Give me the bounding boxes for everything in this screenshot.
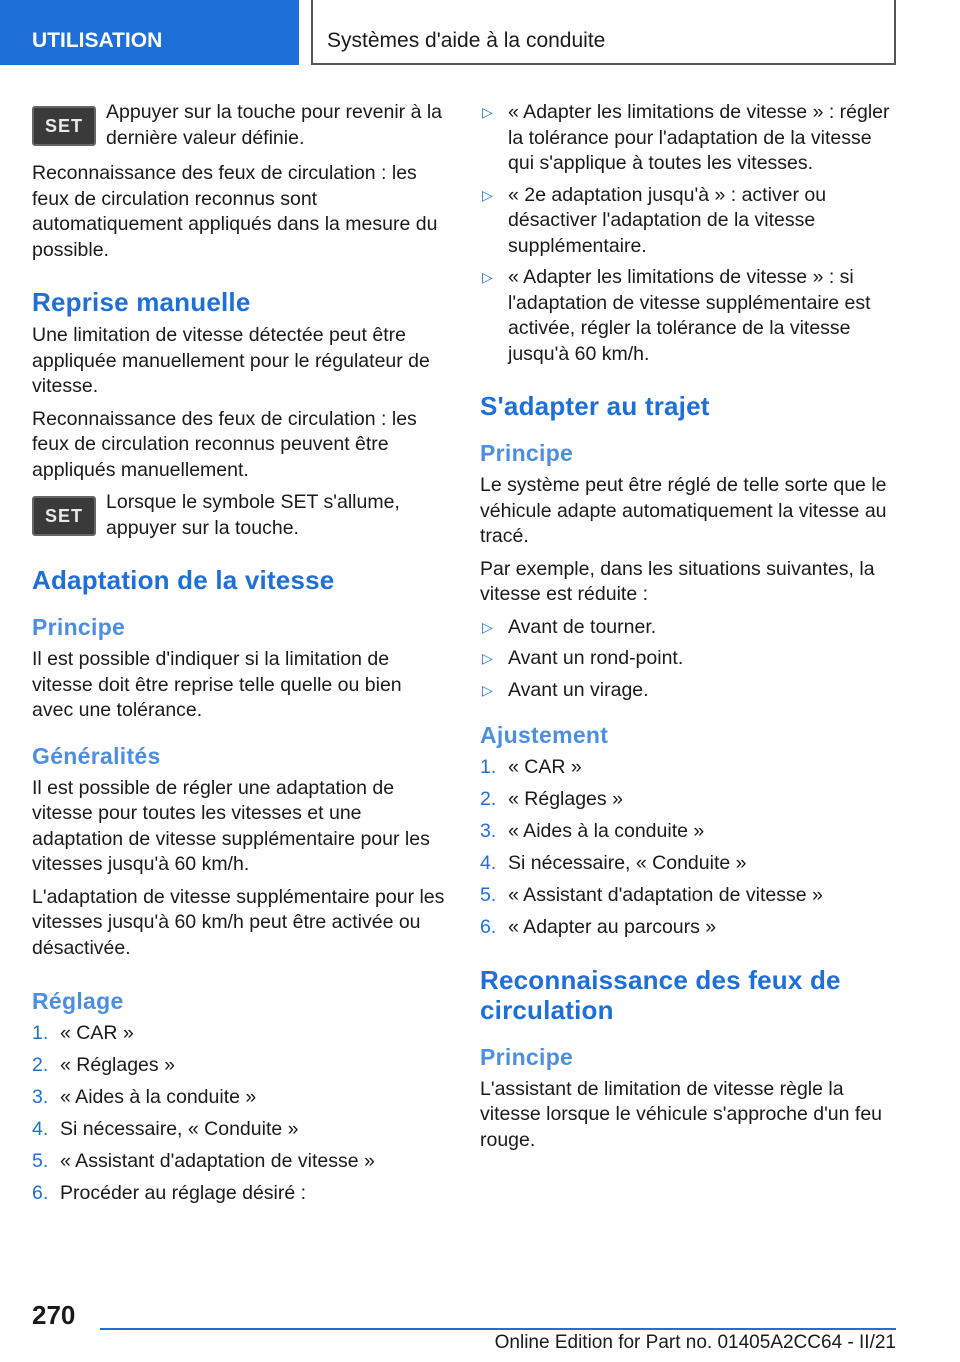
left-column: [32, 100, 447, 1213]
list-item: ▷ Avant un virage.: [480, 678, 898, 704]
subheading-ajustement: Ajustement: [480, 722, 609, 748]
chapter-title: Systèmes d'aide à la conduite: [311, 0, 896, 65]
paragraph: Une limitation de vitesse détectée peut être appliquée manuellement pour le régulateur de vitesse.: [32, 324, 430, 397]
triangle-bullet-icon: ▷: [482, 681, 493, 698]
set-instruction-text: Lorsque le symbole SET s'allume, appuyer sur la touche.: [106, 491, 400, 539]
list-item: 6. « Adapter au parcours »: [480, 916, 717, 938]
list-item: 4. Si nécessaire, « Conduite »: [480, 852, 747, 874]
paragraph: Reconnaissance des feux de circulation : les feux de circulation reconnus sont automatiquement appliqués dans la mesure du possible.: [32, 162, 438, 261]
list-item: ▷ Avant un rond-point.: [480, 646, 898, 672]
heading-adapter-trajet: S'adapter au trajet: [480, 391, 710, 421]
heading-reconnaissance-feux: Reconnaissance des feux de circulation: [480, 964, 841, 1025]
paragraph: L'adaptation de vitesse supplémentaire pour les vitesses jusqu'à 60 km/h peut être activée ou désactivée.: [32, 885, 445, 959]
situations-list: [480, 615, 898, 704]
right-column: [480, 100, 898, 1160]
list-item: 2. « Réglages »: [480, 788, 623, 810]
subheading-principe: Principe: [32, 614, 126, 640]
set-button-icon: SET: [32, 106, 96, 146]
heading-adaptation-vitesse: Adaptation de la vitesse: [32, 565, 335, 595]
steps-ajustement: [480, 755, 898, 941]
footer-divider: [100, 1328, 896, 1330]
list-item: ▷ « 2e adaptation jusqu'à » : activer ou désactiver l'adaptation de la vitesse supplémentaire.: [480, 183, 898, 260]
paragraph: Par exemple, dans les situations suivantes, la vitesse est réduite :: [480, 557, 875, 605]
steps-reglage: [32, 1021, 447, 1207]
subheading-generalites: Généralités: [32, 742, 161, 769]
set-instruction-text: Appuyer sur la touche pour revenir à la dernière valeur définie.: [106, 101, 443, 149]
set-button-icon: SET: [32, 496, 96, 536]
paragraph: L'assistant de limitation de vitesse règle la vitesse lorsque le véhicule s'approche d'un feu rouge.: [480, 1077, 883, 1151]
paragraph: Il est possible d'indiquer si la limitation de vitesse doit être reprise telle quelle ou bien avec une tolérance.: [32, 648, 402, 721]
list-item: 2. « Réglages »: [32, 1054, 175, 1076]
section-tab: UTILISATION: [0, 0, 299, 65]
triangle-bullet-icon: ▷: [482, 186, 493, 203]
subheading-reglage: Réglage: [32, 988, 124, 1014]
subheading-principe: Principe: [480, 1043, 574, 1070]
triangle-bullet-icon: ▷: [482, 650, 493, 666]
list-item: 6. Procéder au réglage désiré :: [32, 1182, 307, 1204]
heading-reprise-manuelle: Reprise manuelle: [32, 287, 251, 317]
list-item: 5. « Assistant d'adaptation de vitesse »: [32, 1150, 375, 1172]
page-number: 270: [32, 1300, 76, 1330]
list-item: 5. « Assistant d'adaptation de vitesse »: [480, 884, 823, 906]
list-item: 1. « CAR »: [480, 756, 582, 778]
list-item: ▷ « Adapter les limitations de vitesse » : si l'adaptation de vitesse supplémentaire est activée, régler la tolérance de la vitesse jusqu'à 60 km/h.: [480, 265, 898, 367]
triangle-bullet-icon: ▷: [482, 104, 493, 120]
list-item: 1. « CAR »: [32, 1022, 134, 1044]
list-item: ▷ « Adapter les limitations de vitesse » : régler la tolérance pour l'adaptation de la vitesse qui s'applique à toutes les vitesses.: [480, 100, 898, 177]
subheading-principe: Principe: [480, 440, 574, 466]
set-instruction-2: [32, 490, 447, 541]
triangle-bullet-icon: ▷: [482, 269, 493, 285]
set-instruction-1: [32, 100, 447, 151]
footer-edition: Online Edition for Part no. 01405A2CC64 - II/21: [494, 1332, 896, 1353]
paragraph: Le système peut être réglé de telle sorte que le véhicule adapte automatiquement la vitesse au tracé.: [480, 474, 887, 547]
list-item: ▷ Avant de tourner.: [480, 615, 898, 641]
list-item: 4. Si nécessaire, « Conduite »: [32, 1118, 299, 1140]
options-list: [480, 100, 898, 367]
list-item: 3. « Aides à la conduite »: [32, 1086, 257, 1108]
paragraph: Il est possible de régler une adaptation de vitesse pour toutes les vitesses et une adaptation de vitesse supplémentaire pour les vitesses jusqu'à 60 km/h.: [32, 776, 430, 875]
triangle-bullet-icon: ▷: [482, 618, 493, 635]
list-item: 3. « Aides à la conduite »: [480, 820, 705, 842]
paragraph: Reconnaissance des feux de circulation : les feux de circulation reconnus peuvent être appliqués manuellement.: [32, 407, 417, 481]
